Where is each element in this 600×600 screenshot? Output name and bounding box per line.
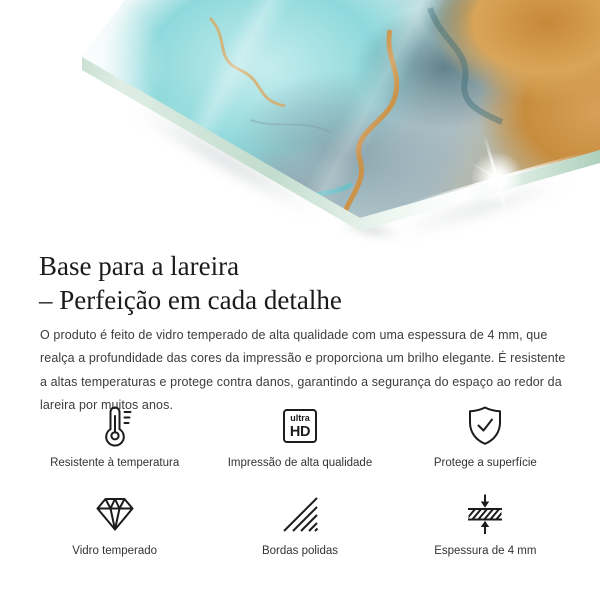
feature-polished-edges: [207, 490, 392, 558]
feature-label: Protege a superfície: [433, 457, 537, 469]
product-description: O produto é feito de vidro temperado de alta qualidade com uma espessura de 4 mm, que realça a profundidade das cores da impressão e proporciona um brilho elegante. É resistente a altas temperaturas e protege contra danos, garantindo a segurança do espaço ao redor da lareira por muitos anos.: [40, 327, 566, 412]
shield-check-icon: [461, 402, 509, 450]
polished-edges-icon: [276, 490, 324, 538]
svg-text:HD: HD: [289, 424, 311, 440]
page-title-line2: – Perfeição em cada detalhe: [39, 285, 342, 316]
feature-tempered-glass: [22, 490, 207, 558]
feature-protect-surface: [393, 402, 578, 470]
feature-label: Espessura de 4 mm: [434, 545, 537, 557]
feature-print-quality: [207, 402, 392, 470]
thickness-icon: [461, 490, 509, 538]
thermometer-icon: [91, 402, 139, 450]
feature-thickness: [393, 490, 578, 558]
diamond-icon: [91, 490, 139, 538]
page-title: [39, 249, 342, 317]
feature-label: Impressão de alta qualidade: [227, 457, 373, 469]
feature-label: Vidro temperado: [72, 545, 158, 557]
ultra-hd-icon: [276, 402, 324, 450]
feature-label: Resistente à temperatura: [50, 457, 180, 469]
page-title-line1: Base para a lareira: [39, 251, 240, 282]
feature-temperature: [22, 402, 207, 470]
product-photo-glass-hearth-panel: [0, 0, 600, 250]
svg-text:ultra: ultra: [290, 413, 310, 423]
feature-grid: [22, 402, 578, 558]
feature-label: Bordas polidas: [261, 545, 339, 557]
